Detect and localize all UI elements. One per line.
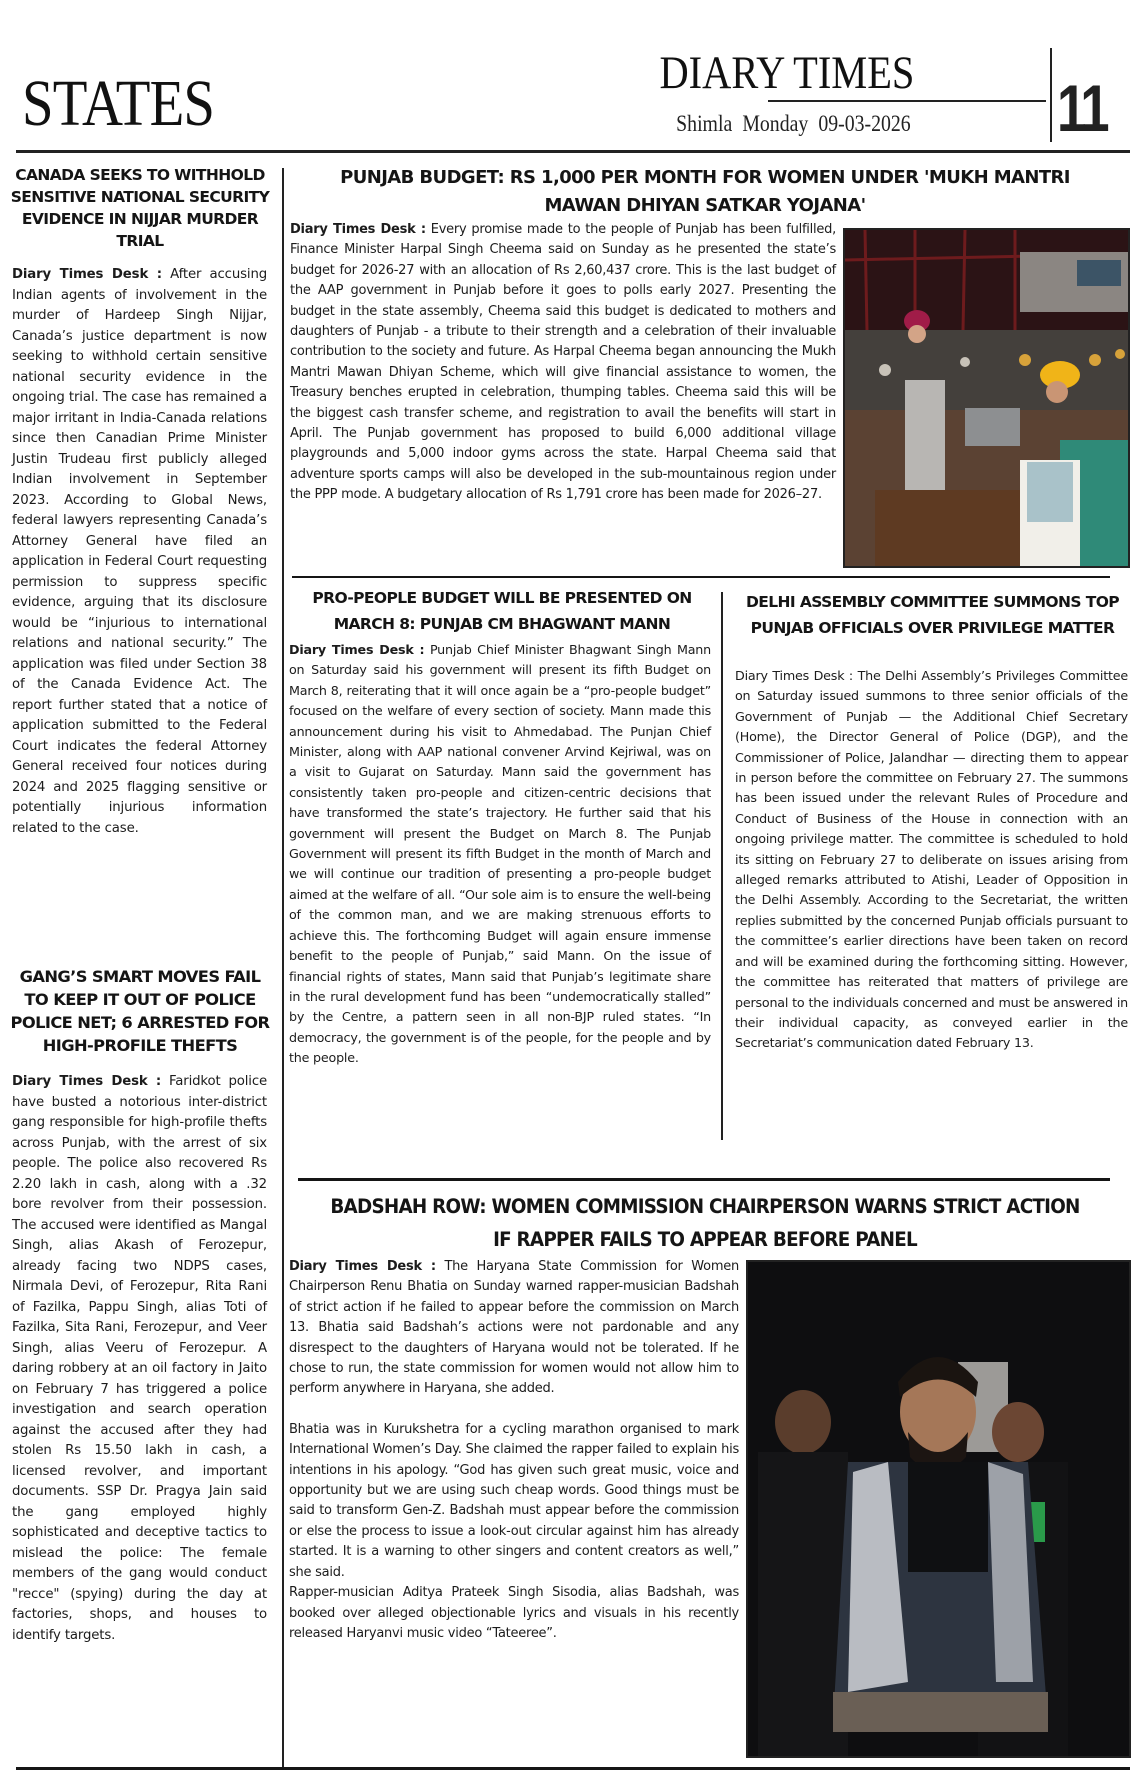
masthead-divider: [1050, 48, 1052, 142]
byline: Diary Times Desk :: [12, 1074, 162, 1089]
article-body-canada: [12, 265, 267, 839]
headline-delhi-assembly[interactable]: DELHI ASSEMBLY COMMITTEE SUMMONS TOP PUNJAB OFFICIALS OVER PRIVILEGE MATTER: [745, 593, 1120, 637]
assembly-scene: [845, 230, 1130, 568]
headline-punjab-budget[interactable]: PUNJAB BUDGET: RS 1,000 PER MONTH FOR WOMEN UNDER 'MUKH MANTRI MAWAN DHIYAN SATKAR YOJANA': [340, 167, 1070, 216]
byline: Diary Times Desk :: [12, 267, 162, 282]
article-body-badshah: [289, 1257, 739, 1644]
page-number: 11: [1057, 71, 1107, 145]
headline-gang[interactable]: GANG’S SMART MOVES FAIL TO KEEP IT OUT OF POLICE POLICE NET; 6 ARRESTED FOR HIGH-PROFILE THEFTS: [10, 967, 270, 1056]
dateline: [677, 111, 911, 137]
column-divider-left: [282, 168, 284, 1768]
dateline-date: 09-03-2026: [818, 111, 911, 136]
article-body-punjab-budget: [290, 220, 836, 506]
byline: Diary Times Desk :: [735, 668, 853, 683]
newspaper-brand: DIARY TIMES: [659, 47, 914, 99]
headline-pro-people-budget[interactable]: PRO-PEOPLE BUDGET WILL BE PRESENTED ON MARCH 8: PUNJAB CM BHAGWANT MANN: [312, 589, 692, 633]
dateline-city: Shimla: [676, 111, 733, 136]
article-paragraph: Bhatia was in Kurukshetra for a cycling marathon organised to mark International Women’s Day. She claimed the rapper failed to explain his intentions in his apology. “God has given such great music, voice and opportunity but we are using such cheap words. Good things must be said to transform Gen-Z. Badshah must appear before the commission or else the process to issue a look-out circular against him has already started. It is a warning to other singers and content creators as well,” she said.: [289, 1421, 739, 1580]
article-body-gang: [12, 1072, 267, 1646]
brand-underline: [768, 100, 1046, 102]
badshah-scene: [748, 1262, 1131, 1758]
article-text: Punjab Chief Minister Bhagwant Singh Mann on Saturday said his government will present its fifth Budget on March 8, reiterating that it will once again be a “pro-people budget” focused on the welfare of every section of society. Mann made this announcement during his visit to Ahmedabad. The Punjan Chief Minister, along with AAP national convener Arvind Kejriwal, was on a visit to Gujarat on Saturday. Mann said the government has consistently taken pro-people and citizen-centric decisions that have transformed the state’s trajectory. He further said that his government will present the Budget on March 8. The Punjab Government will present its fifth Budget in the month of March and we will continue our tradition of presenting a pro-people budget aimed at the welfare of all. “Our sole aim is to ensure the well-being of the common man, and we are making strenuous efforts to achieve this. The forthcoming Budget will again ensure immense benefit to the people of Punjab,” said Mann. On the issue of financial rights of states, Mann said that Punjab’s legitimate share in the rural development fund has been “undemocratically stalled” by the Centre, a pattern seen in all non-BJP ruled states. “In democracy, the government is of the people, for the people and by the people.: [289, 642, 711, 1066]
byline: Diary Times Desk :: [290, 222, 426, 237]
byline: Diary Times Desk :: [289, 1259, 436, 1274]
badshah-photo: [746, 1260, 1131, 1758]
article-body-delhi-assembly: [735, 666, 1128, 1054]
masthead-rule: [16, 150, 1130, 153]
headline-canada[interactable]: CANADA SEEKS TO WITHHOLD SENSITIVE NATIONAL SECURITY EVIDENCE IN NIJJAR MURDER TRIAL: [10, 166, 270, 250]
section-title: STATES: [22, 67, 215, 140]
article-body-pro-people-budget: [289, 640, 711, 1069]
lead-story-rule: [292, 576, 1110, 578]
byline: Diary Times Desk :: [289, 642, 425, 657]
badshah-story-rule: [298, 1178, 1110, 1181]
article-text: Every promise made to the people of Punjab has been fulfilled, Finance Minister Harpal Singh Cheema said on Sunday as he presented the state’s budget for 2026-27 with an allocation of Rs 2,60,437 crore. This is the last budget of the AAP government in Punjab before it goes to polls early 2027. Presenting the budget in the state assembly, Cheema said this budget is dedicated to mothers and daughters of Punjab - a tribute to their strength and a celebration of their invaluable contribution to the society and future. As Harpal Cheema began announcing the Mukh Mantri Mawan Dhiyan Scheme, which will give financial assistance to women, the Treasury benches erupted in celebration, thumping tables. Cheema said this will be the biggest cash transfer scheme, and registration to avail the benefits will start in April. The Punjab government has proposed to build 6,000 additional village playgrounds and 5,000 indoor gyms across the state. Harpal Cheema said that adventure sports camps will also be developed in the sub-mountainous region under the PPP mode. A budgetary allocation of Rs 1,791 crore has been made for 2026–27.: [290, 222, 836, 503]
article-text: The Haryana State Commission for Women Chairperson Renu Bhatia on Sunday warned rapper-musician Badshah of strict action if he failed to appear before the commission on March 13. Bhatia said Badshah’s actions were not pardonable and any disrespect to the daughters of Haryana would not be tolerated. If he chose to run, the state commission for women would not allow him to perform anywhere in Haryana, she added.: [289, 1259, 739, 1397]
assembly-photo: [843, 228, 1130, 568]
article-paragraph: Rapper-musician Aditya Prateek Singh Sisodia, alias Badshah, was booked over alleged objectionable lyrics and visuals in his recently released Haryanvi music video “Tateeree”.: [289, 1585, 739, 1641]
article-text: The Delhi Assembly’s Privileges Committee on Saturday issued summons to three senior officials of the Government of Punjab — the Additional Chief Secretary (Home), the Director General of Police (DGP), and the Commissioner of Police, Jalandhar — directing them to appear in person before the committee on February 27. The summons has been issued under the relevant Rules of Procedure and Conduct of Business of the House in connection with an ongoing privilege matter. The committee is scheduled to hold its sitting on February 27 to deliberate on issues arising from alleged remarks attributed to Atishi, Leader of Opposition in the Delhi Assembly. According to the Secretariat, the written replies submitted by the concerned Punjab officials pursuant to the committee’s earlier directions have been taken on record and will be examined during the forthcoming sitting. However, the committee has reiterated that matters of privilege are personal to the individuals concerned and must be answered in their individual capacity, as conveyed earlier in the Secretariat’s communication dated February 13.: [735, 668, 1128, 1051]
page-bottom-rule: [16, 1767, 1130, 1770]
column-divider-mid: [721, 592, 723, 1140]
article-text: Faridkot police have busted a notorious inter-district gang responsible for high-profile thefts across Punjab, with the arrest of six people. The police also recovered Rs 2.20 lakh in cash, along with a .32 bore revolver from their possession. The accused were identified as Mangal Singh, alias Akash of Ferozepur, already facing two NDPS cases, Nirmala Devi, of Ferozepur, Rita Rani of Fazilka, Pappu Singh, alias Toti of Fazilka, Sita Rani, Ferozepur, and Veer Singh, alias Veeru of Ferozepur. A daring robbery at an oil factory in Jaito on February 7 has triggered a police investigation and search operation against the accused after they had stolen Rs 15.50 lakh in cash, a licensed revolver, and important documents. SSP Dr. Pragya Jain said the gang employed highly sophisticated and deceptive tactics to mislead the police: The female members of the gang would conduct "recce" (spying) during the day at factories, shops, and houses to identify targets.: [12, 1074, 268, 1643]
article-text: After accusing Indian agents of involvement in the murder of Hardeep Singh Nijjar, Canada’s justice department is now seeking to withhold certain sensitive national security evidence in the ongoing trial. The case has remained a major irritant in India-Canada relations since then Canadian Prime Minister Justin Trudeau first publicly alleged Indian involvement in September 2023. According to Global News, federal lawyers representing Canada’s Attorney General have filed an application in Federal Court requesting permission to suppress specific evidence, arguing that its disclosure would be “injurious to international relations and national security.” The application was filed under Section 38 of the Canada Evidence Act. The report further stated that a notice of application submitted to the Federal Court indicates the federal Attorney General received four notices during 2024 and 2025 flagging sensitive or potentially injurious information related to the case.: [12, 267, 268, 836]
headline-badshah[interactable]: BADSHAH ROW: WOMEN COMMISSION CHAIRPERSON WARNS STRICT ACTION IF RAPPER FAILS TO APPEAR BEFORE PANEL: [330, 1195, 1080, 1251]
dateline-day: Monday: [742, 111, 809, 136]
